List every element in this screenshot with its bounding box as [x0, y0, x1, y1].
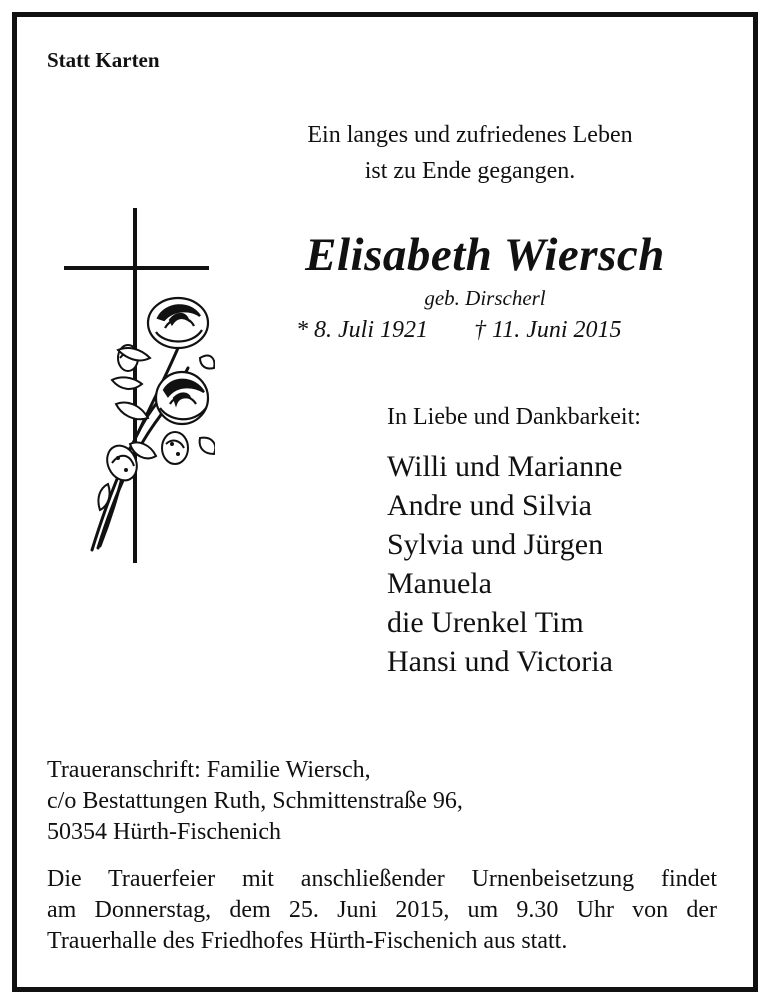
- birth-date: * 8. Juli 1921: [296, 317, 428, 343]
- mourner-name: Sylvia und Jürgen: [387, 528, 604, 561]
- address-line: Traueranschrift: Familie Wiersch,: [47, 757, 371, 783]
- mourners-list: [387, 447, 622, 681]
- mourner-name: Willi und Marianne: [387, 450, 623, 483]
- mourners-heading: In Liebe und Dankbarkeit:: [387, 404, 641, 430]
- intro-line: Ein langes und zufriedenes Leben: [307, 122, 633, 148]
- intro-line: ist zu Ende gegangen.: [364, 158, 576, 184]
- service-line: Die Trauerfeier mit anschließender Urnenbeisetzung findet: [47, 866, 717, 892]
- mourner-name: Hansi und Victoria: [387, 645, 613, 678]
- death-date: † 11. Juni 2015: [474, 317, 622, 343]
- life-dates: [296, 317, 622, 344]
- mourning-address: [47, 755, 463, 848]
- mourner-name: Andre und Silvia: [387, 489, 592, 522]
- header-label: Statt Karten: [47, 48, 160, 72]
- service-line: Trauerhalle des Friedhofes Hürth-Fischenich aus statt.: [47, 928, 568, 954]
- funeral-service-notice: [47, 864, 717, 957]
- mourner-name: Manuela: [387, 567, 492, 600]
- intro-text: [250, 117, 690, 189]
- mourner-name: die Urenkel Tim: [387, 606, 584, 639]
- cross-with-roses-icon: [60, 208, 215, 568]
- address-line: c/o Bestattungen Ruth, Schmittenstraße 96,: [47, 788, 463, 814]
- deceased-name: Elisabeth Wiersch: [305, 229, 665, 281]
- maiden-name: geb. Dirscherl: [424, 286, 546, 310]
- address-line: 50354 Hürth-Fischenich: [47, 819, 281, 845]
- service-line: am Donnerstag, dem 25. Juni 2015, um 9.30 Uhr von der: [47, 897, 717, 923]
